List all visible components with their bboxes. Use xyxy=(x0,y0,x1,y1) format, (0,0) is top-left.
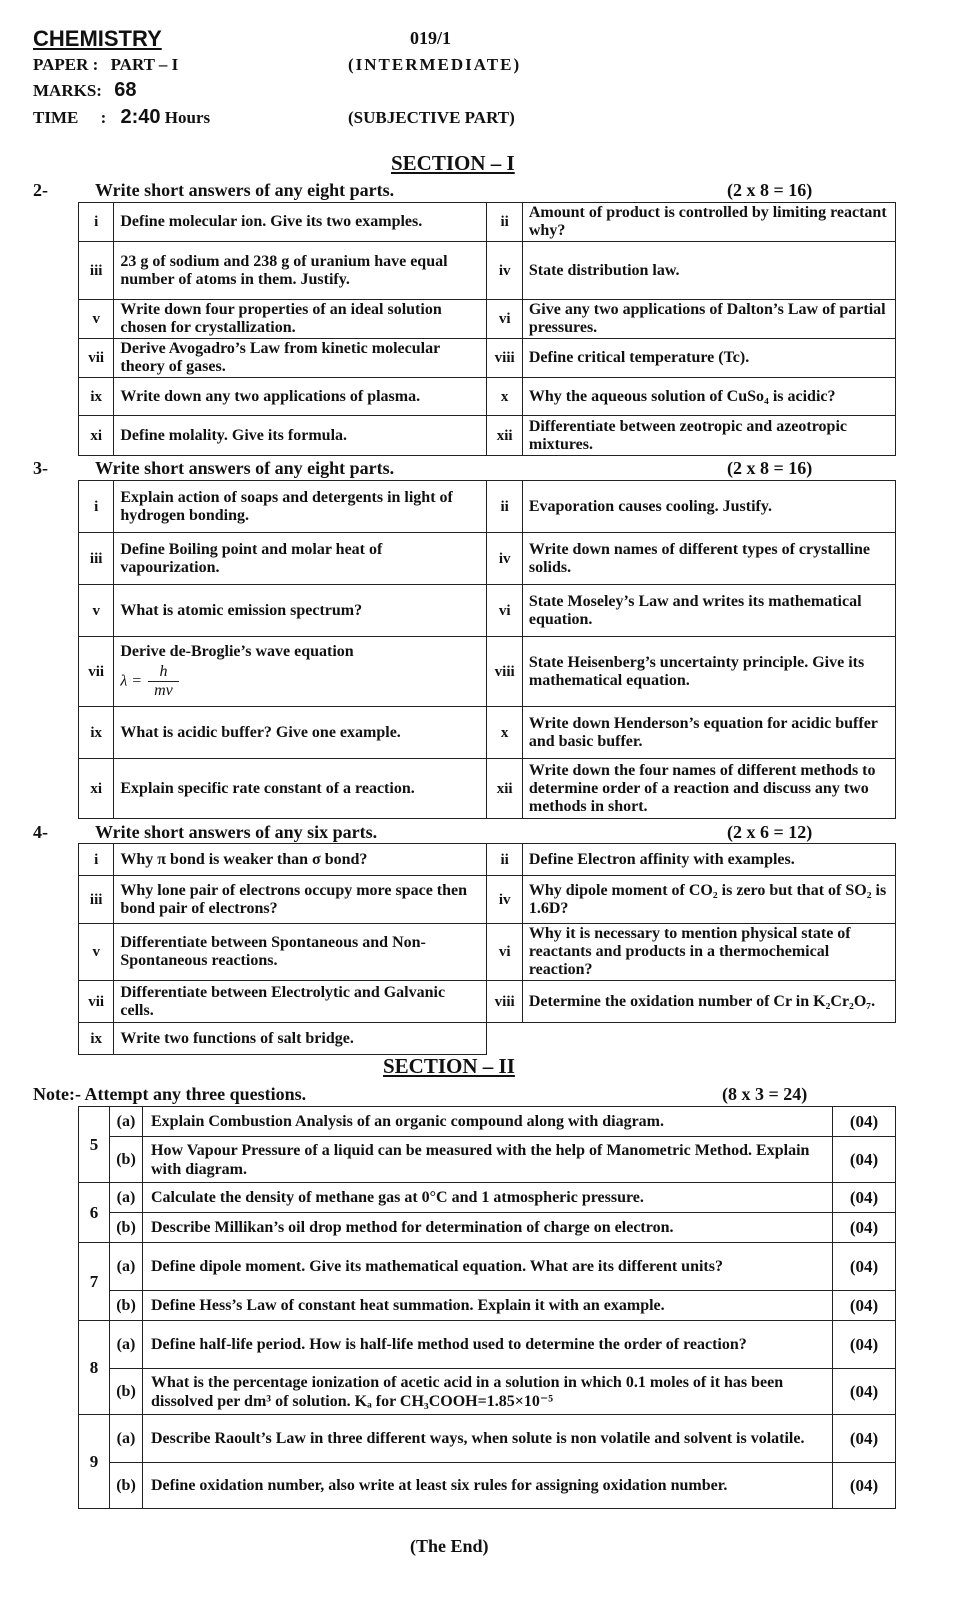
question-row xyxy=(79,416,896,456)
question-row xyxy=(79,1023,896,1055)
part-text: Derive Avogadro’s Law from kinetic molecular theory of gases. xyxy=(114,339,487,378)
part-marks: (04) xyxy=(833,1183,896,1213)
paper-label: PAPER : xyxy=(33,55,99,74)
part-number: vii xyxy=(79,981,114,1023)
section-2-note: Note:- Attempt any three questions. xyxy=(33,1084,307,1104)
part-text: Write down the four names of different methods to determine order of a reaction and discuss any two methods in short. xyxy=(522,759,895,819)
part-marks: (04) xyxy=(833,1213,896,1243)
q3-marks: (2 x 8 = 16) xyxy=(727,458,813,478)
time-label: TIME xyxy=(33,108,79,127)
long-question-row xyxy=(79,1213,896,1243)
q4-number: 4- xyxy=(33,822,48,842)
part-text: Why it is necessary to mention physical state of reactants and products in a thermochemical reaction? xyxy=(522,924,895,981)
part-text: What is atomic emission spectrum? xyxy=(114,585,487,637)
part-label: (b) xyxy=(110,1137,143,1183)
question-row xyxy=(79,203,896,242)
part-text: Why dipole moment of CO₂ is zero but that of SO₂ is 1.6D? xyxy=(522,876,895,924)
part-number: vii xyxy=(79,339,114,378)
part-number: xii xyxy=(487,416,522,456)
question-row xyxy=(79,378,896,416)
long-question-row xyxy=(79,1183,896,1213)
part-number: viii xyxy=(487,339,522,378)
part-marks: (04) xyxy=(833,1137,896,1183)
paper-value: PART – I xyxy=(110,55,179,74)
part-marks: (04) xyxy=(833,1415,896,1463)
formula-numerator: h xyxy=(148,663,179,682)
de-broglie-formula xyxy=(120,663,480,700)
part-number: iv xyxy=(487,533,522,585)
long-question-row xyxy=(79,1137,896,1183)
question-number: 7 xyxy=(79,1243,110,1321)
part-number: xi xyxy=(79,759,114,819)
marks-value: 68 xyxy=(114,79,137,101)
the-end: (The End) xyxy=(410,1536,489,1556)
part-text: Derive de-Broglie’s wave equation λ = $\frac{h}{mv}$ xyxy=(114,637,487,707)
part-number: iii xyxy=(79,876,114,924)
part-text: Write two functions of salt bridge. xyxy=(114,1023,487,1055)
part-number: ix xyxy=(79,1023,114,1055)
part-text: Explain Combustion Analysis of an organic compound along with diagram. xyxy=(143,1107,833,1137)
question-number: 6 xyxy=(79,1183,110,1243)
part-label: (a) xyxy=(110,1415,143,1463)
empty-cell xyxy=(487,1023,896,1055)
part-number: iv xyxy=(487,876,522,924)
part-text: Give any two applications of Dalton’s Law of partial pressures. xyxy=(522,300,895,339)
marks-label: MARKS: xyxy=(33,81,102,100)
part-text: Define half-life period. How is half-life method used to determine the order of reaction? xyxy=(143,1321,833,1369)
formula-lhs: λ = xyxy=(120,672,143,690)
part-label: (a) xyxy=(110,1183,143,1213)
question-number: 9 xyxy=(79,1415,110,1509)
part-text: Determine the oxidation number of Cr in K₂Cr₂O₇. xyxy=(522,981,895,1023)
part-number: ix xyxy=(79,707,114,759)
part-text: Why the aqueous solution of CuSo₄ is acidic? xyxy=(522,378,895,416)
q2-marks: (2 x 8 = 16) xyxy=(727,180,813,200)
part-text: Define dipole moment. Give its mathematical equation. What are its different units? xyxy=(143,1243,833,1291)
part-marks: (04) xyxy=(833,1463,896,1509)
part-number: xii xyxy=(487,759,522,819)
question-row xyxy=(79,481,896,533)
part-number: ii xyxy=(487,844,522,876)
part-number: ix xyxy=(79,378,114,416)
long-question-row xyxy=(79,1415,896,1463)
part-text: How Vapour Pressure of a liquid can be measured with the help of Manometric Method. Explain with diagram. xyxy=(143,1137,833,1183)
part-number: iii xyxy=(79,242,114,300)
part-label: (a) xyxy=(110,1243,143,1291)
part-text: Write down Henderson’s equation for acidic buffer and basic buffer. xyxy=(522,707,895,759)
part-number: x xyxy=(487,707,522,759)
long-question-row xyxy=(79,1463,896,1509)
part-label: (a) xyxy=(110,1107,143,1137)
part-text: State distribution law. xyxy=(522,242,895,300)
part-number: i xyxy=(79,481,114,533)
q2-instruction: Write short answers of any eight parts. xyxy=(95,180,395,200)
question-row xyxy=(79,844,896,876)
part-text: Differentiate between zeotropic and azeotropic mixtures. xyxy=(522,416,895,456)
part-text: Differentiate between Electrolytic and Galvanic cells. xyxy=(114,981,487,1023)
q2-number: 2- xyxy=(33,180,48,200)
part-text: Why π bond is weaker than σ bond? xyxy=(114,844,487,876)
question-row xyxy=(79,637,896,707)
subjective-part: (SUBJECTIVE PART) xyxy=(348,108,515,127)
section-1-title: SECTION – I xyxy=(391,151,515,175)
part-number: viii xyxy=(487,637,522,707)
part-text: Define oxidation number, also write at least six rules for assigning oxidation number. xyxy=(143,1463,833,1509)
part-text: Calculate the density of methane gas at 0°C and 1 atmospheric pressure. xyxy=(143,1183,833,1213)
part-marks: (04) xyxy=(833,1107,896,1137)
formula-fraction xyxy=(148,663,179,700)
part-marks: (04) xyxy=(833,1243,896,1291)
q4-instruction: Write short answers of any six parts. xyxy=(95,822,378,842)
part-number: iv xyxy=(487,242,522,300)
part-text: Explain specific rate constant of a reaction. xyxy=(114,759,487,819)
part-text: Define critical temperature (Tc). xyxy=(522,339,895,378)
part-number: vii xyxy=(79,637,114,707)
section-2-marks: (8 x 3 = 24) xyxy=(722,1084,808,1104)
part-text: Define molecular ion. Give its two examples. xyxy=(114,203,487,242)
question-row xyxy=(79,533,896,585)
paper-code: 019/1 xyxy=(410,28,452,48)
formula-denominator: mv xyxy=(154,682,173,699)
part-number: vi xyxy=(487,300,522,339)
question-row xyxy=(79,242,896,300)
part-text: Evaporation causes cooling. Justify. xyxy=(522,481,895,533)
marks-line xyxy=(33,79,136,102)
part-label: (b) xyxy=(110,1291,143,1321)
part-marks: (04) xyxy=(833,1369,896,1415)
part-number: x xyxy=(487,378,522,416)
part-text: Why lone pair of electrons occupy more space then bond pair of electrons? xyxy=(114,876,487,924)
part-number: v xyxy=(79,300,114,339)
part-text: What is acidic buffer? Give one example. xyxy=(114,707,487,759)
long-question-row xyxy=(79,1243,896,1291)
part-text: Explain action of soaps and detergents in light of hydrogen bonding. xyxy=(114,481,487,533)
part-label: (a) xyxy=(110,1321,143,1369)
question-number: 8 xyxy=(79,1321,110,1415)
part-text: Write down four properties of an ideal solution chosen for crystallization. xyxy=(114,300,487,339)
part-text: Define molality. Give its formula. xyxy=(114,416,487,456)
part-marks: (04) xyxy=(833,1291,896,1321)
time-unit: Hours xyxy=(164,108,211,127)
part-number: ii xyxy=(487,481,522,533)
part-text: Describe Millikan’s oil drop method for determination of charge on electron. xyxy=(143,1213,833,1243)
question-row xyxy=(79,339,896,378)
q4-marks: (2 x 6 = 12) xyxy=(727,822,813,842)
question-row xyxy=(79,707,896,759)
part-text: State Heisenberg’s uncertainty principle. Give its mathematical equation. xyxy=(522,637,895,707)
part-text: Differentiate between Spontaneous and Non-Spontaneous reactions. xyxy=(114,924,487,981)
part-text: Describe Raoult’s Law in three different ways, when solute is non volatile and solvent is volatile. xyxy=(143,1415,833,1463)
q2-table xyxy=(78,202,896,456)
part-number: v xyxy=(79,924,114,981)
part-text: Write down names of different types of crystalline solids. xyxy=(522,533,895,585)
part-text: What is the percentage ionization of acetic acid in a solution in which 0.1 moles of it has been dissolved per dm³ of solution. Kₐ for CH₃COOH=1.85×10⁻⁵ xyxy=(143,1369,833,1415)
part-number: iii xyxy=(79,533,114,585)
long-question-row xyxy=(79,1107,896,1137)
part-label: (b) xyxy=(110,1213,143,1243)
q4-table xyxy=(78,843,896,1055)
section-2-title: SECTION – II xyxy=(383,1054,515,1078)
part-label: (b) xyxy=(110,1463,143,1509)
part-text: Define Boiling point and molar heat of vapourization. xyxy=(114,533,487,585)
part-number: v xyxy=(79,585,114,637)
level: (INTERMEDIATE) xyxy=(348,55,522,74)
section-2-table xyxy=(78,1106,896,1509)
part-number: vi xyxy=(487,585,522,637)
long-question-row xyxy=(79,1291,896,1321)
question-row xyxy=(79,585,896,637)
time-value: 2:40 xyxy=(120,106,161,128)
question-row xyxy=(79,981,896,1023)
part-text: Define Electron affinity with examples. xyxy=(522,844,895,876)
part-text: State Moseley’s Law and writes its mathematical equation. xyxy=(522,585,895,637)
part-number: xi xyxy=(79,416,114,456)
part-number: vi xyxy=(487,924,522,981)
question-row xyxy=(79,924,896,981)
q3-instruction: Write short answers of any eight parts. xyxy=(95,458,395,478)
part-marks: (04) xyxy=(833,1321,896,1369)
long-question-row xyxy=(79,1369,896,1415)
question-row xyxy=(79,300,896,339)
long-question-row xyxy=(79,1321,896,1369)
subject-title: CHEMISTRY xyxy=(33,26,162,51)
part-number: i xyxy=(79,203,114,242)
part-text: Write down any two applications of plasma. xyxy=(114,378,487,416)
part-text: 23 g of sodium and 238 g of uranium have equal number of atoms in them. Justify. xyxy=(114,242,487,300)
question-row xyxy=(79,759,896,819)
part-text: Amount of product is controlled by limiting reactant why? xyxy=(522,203,895,242)
part-label: (b) xyxy=(110,1369,143,1415)
part-number: i xyxy=(79,844,114,876)
time-sep: : xyxy=(100,108,107,127)
part-number: viii xyxy=(487,981,522,1023)
part-text: Define Hess’s Law of constant heat summation. Explain it with an example. xyxy=(143,1291,833,1321)
q3-table xyxy=(78,480,896,819)
paper-line xyxy=(33,55,178,75)
part-number: ii xyxy=(487,203,522,242)
q3-number: 3- xyxy=(33,458,48,478)
question-row xyxy=(79,876,896,924)
question-number: 5 xyxy=(79,1107,110,1183)
time-line xyxy=(33,106,210,129)
